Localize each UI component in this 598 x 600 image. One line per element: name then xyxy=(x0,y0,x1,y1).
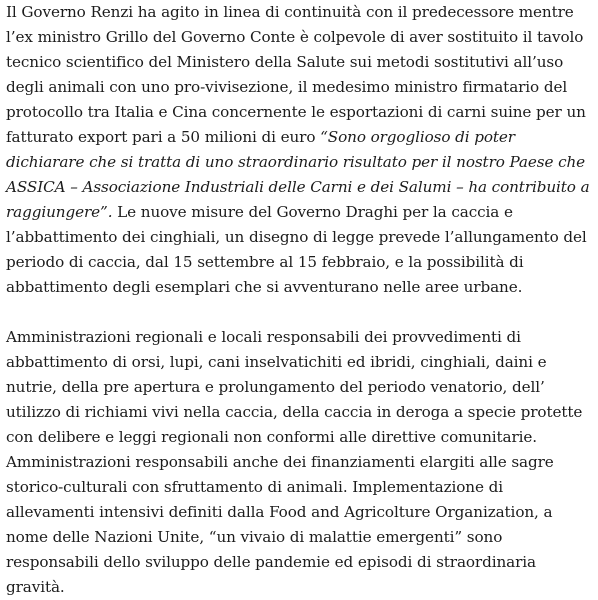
paragraph-1-continuation: Le nuove misure del Governo Draghi per la caccia e l’abbattimento dei cinghiali, un disegno di legge prevede l’allungamento del periodo di caccia, dal 15 settembre al 15 febbraio, e la possibilità di abbattimento degli esemplari che si avventurano nelle aree urbane. xyxy=(6,203,587,296)
assica-quote: “Sono orgoglioso di poter dichiarare che si tratta di uno straordinario risultato per il nostro Paese che ASSICA – Associazione Industriali delle Carni e dei Salumi – ha contribuito a raggiungere”. xyxy=(6,128,590,221)
paragraph-1-text: Il Governo Renzi ha agito in linea di continuità con il predecessore mentre l’ex ministro Grillo del Governo Conte è colpevole di aver sostituito il tavolo tecnico scientifico del Ministero della Salute sui metodi sostitutivi all’uso degli animali con uno pro-vivisezione, il medesimo ministro firmatario del protocollo tra Italia e Cina concernente le esportazioni di carni suine per un fatturato export pari a 50 milioni di euro xyxy=(6,3,586,146)
paragraph-2: Amministrazioni regionali e locali responsabili dei provvedimenti di abbattimento di orsi, lupi, cani inselvatichiti ed ibridi, cinghiali, daini e nutrie, della pre apertura e prolungamento del periodo venatorio, dell’ utilizzo di richiami vivi nella caccia, della caccia in deroga a specie protette con delibere e leggi regionali non conformi alle direttive comunitarie. Amministrazioni responsabili anche dei finanziamenti elargiti alle sagre storico-culturali con sfruttamento di animali. Implementazione di allevamenti intensivi definiti dalla Food and Agricolture Organization, a nome delle Nazioni Unite, “un vivaio di malattie emergenti” sono responsabili dello sviluppo delle pandemie ed episodi di straordinaria gravità. xyxy=(6,328,583,596)
paragraph-1 xyxy=(6,0,592,300)
article-body xyxy=(6,0,592,600)
